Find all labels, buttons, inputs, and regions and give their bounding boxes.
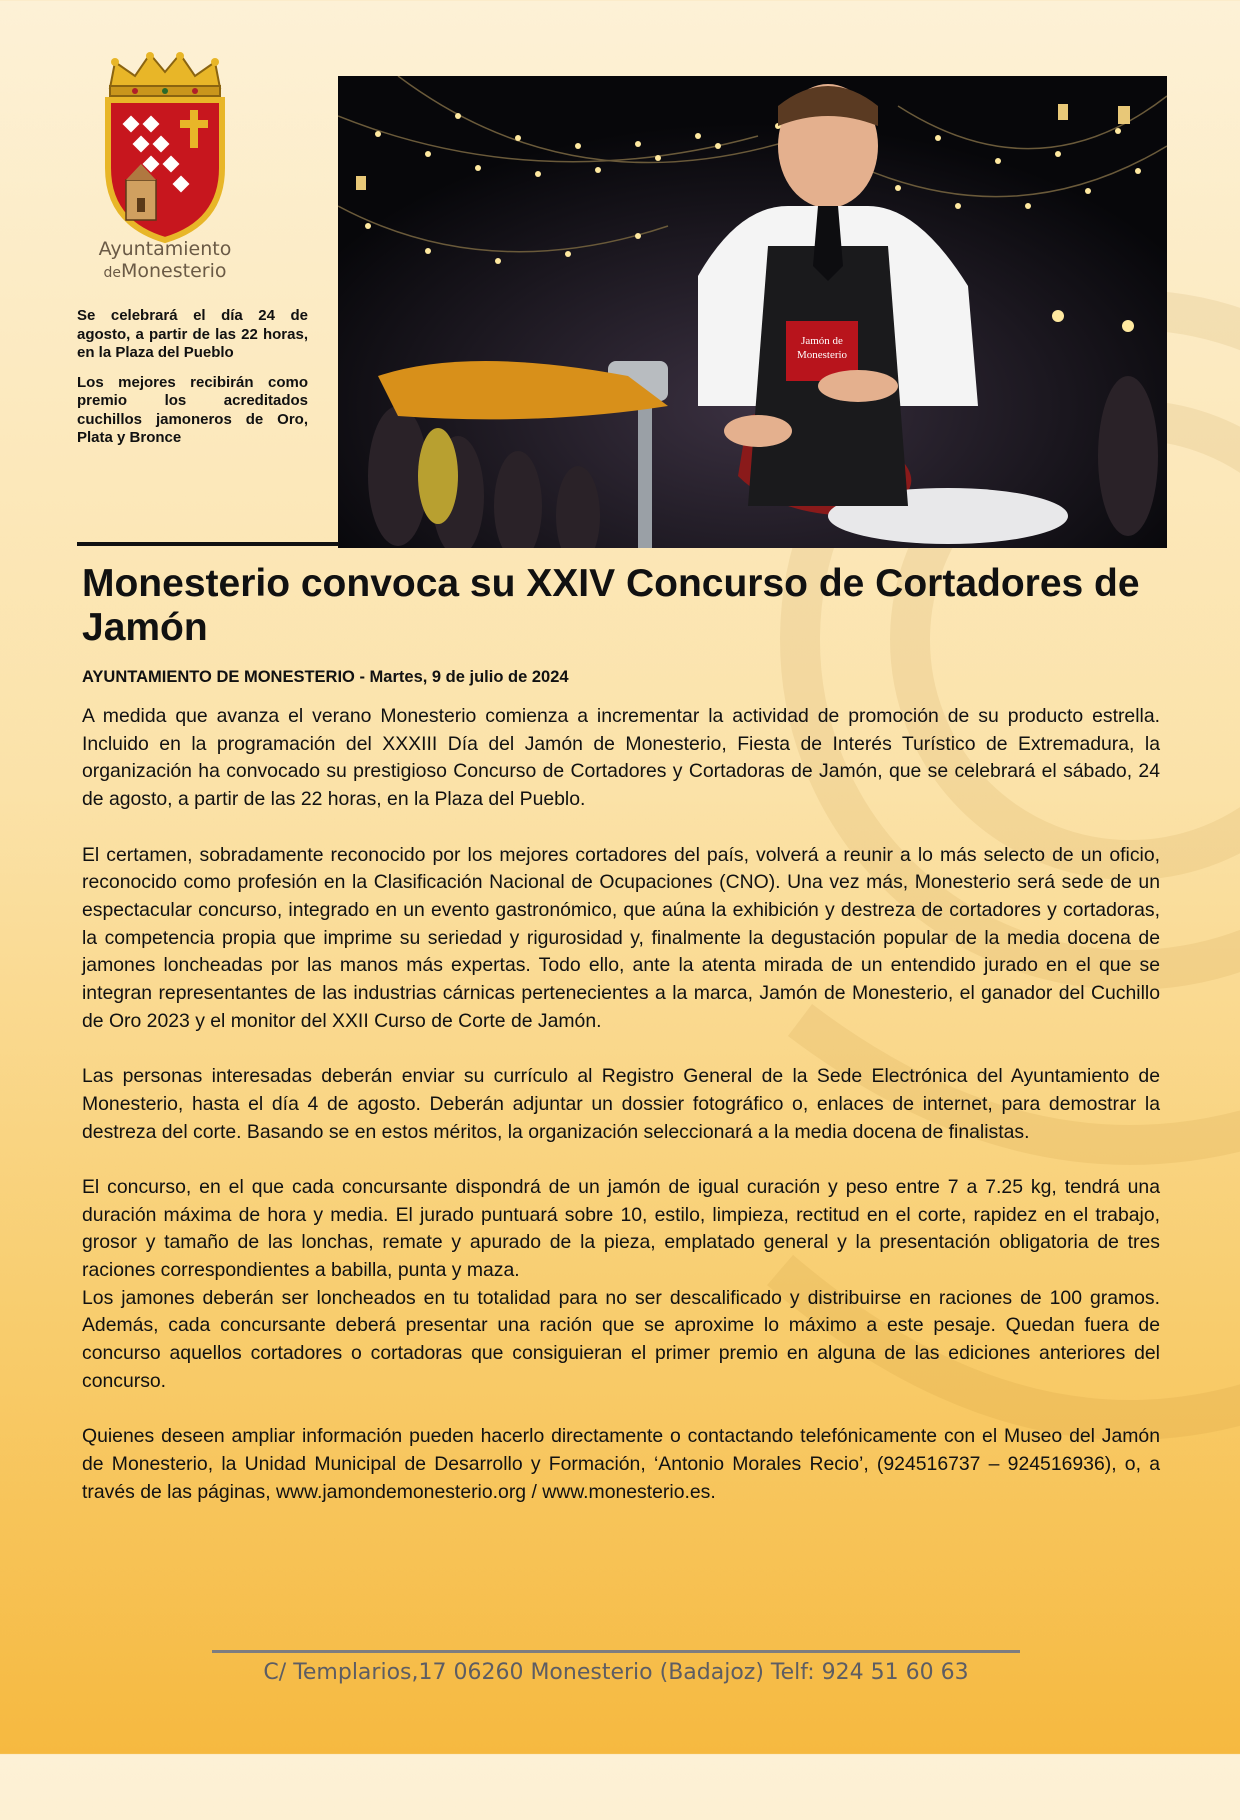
footer-address: C/ Templarios,17 06260 Monesterio (Badajoz) Telf: 924 51 60 63 xyxy=(263,1660,969,1685)
article-byline: AYUNTAMIENTO DE MONESTERIO - Martes, 9 de julio de 2024 xyxy=(82,668,569,686)
logo-line-2 xyxy=(80,260,250,284)
logo-de: de xyxy=(103,265,121,281)
paragraph: Los jamones deberán ser loncheados en tu totalidad para no ser descalificado y distribuirse en raciones de 100 gramos. Además, cada concursante deberá presentar una ración que se aproxime lo máximo a este pesaje. Quedan fuera de concurso aquellos cortadores o cortadoras que consiguieran el primer premio en alguna de las ediciones anteriores del concurso. xyxy=(82,1286,1160,1392)
paragraph: Quienes deseen ampliar información pueden hacerlo directamente o contactando telefónicamente con el Museo del Jamón de Monesterio, la Unidad Municipal de Desarrollo y Formación, ‘Antonio Morales Recio’, (924516737 – 924516936), o, a través de las páginas, www.jamondemonesterio.org / www.monesterio.es. xyxy=(82,1425,1160,1503)
paragraph: El concurso, en el que cada concursante dispondrá de un jamón de igual curación y peso entre 7 a 7.25 kg, tendrá una duración máxima de hora y media. El jurado puntuará sobre 10, estilo, limpieza, rectitud en el corte, rapidez en el trabajo, grosor y tamaño de las lonchas, remate y apurado de la pieza, emplatado general y la presentación obligatoria de tres raciones correspondientes a babilla, punta y maza. xyxy=(82,1175,1160,1282)
sidebar-note-date: Se celebrará el día 24 de agosto, a partir de las 22 horas, en la Plaza del Pueblo xyxy=(77,307,308,361)
ham-cutter-photo xyxy=(338,76,1167,548)
apron-logo-line-1: Jamón de xyxy=(801,335,843,347)
footer-rule xyxy=(212,1650,1020,1653)
logo-wordmark xyxy=(80,238,250,284)
paragraph: El certamen, sobradamente reconocido por los mejores cortadores del país, volverá a reunir a lo más selecto de un oficio, reconocido como profesión en la Clasificación Nacional de Ocupaciones (CNO). Una vez más, Monesterio será sede de un espectacular concurso, integrado en un evento gastronómico, que aúna la exhibición y destreza de cortadores y cortadoras, la competencia propia que imprime su seriedad y rigurosidad y, finalmente la degustación popular de la media docena de jamones loncheadas por las manos más expertas. Todo ello, ante la atenta mirada de un entendido jurado en el que se integran representantes de las industrias cárnicas pertenecientes a la marca, Jamón de Monesterio, el ganador del Cuchillo de Oro 2023 y el monitor del XXII Curso de Corte de Jamón. xyxy=(82,843,1160,1032)
paragraph: A medida que avanza el verano Monesterio comienza a incrementar la actividad de promoción de su producto estrella. Incluido en la programación del XXXIII Día del Jamón de Monesterio, Fiesta de Interés Turístico de Extremadura, la organización ha convocado su prestigioso Concurso de Cortadores y Cortadoras de Jamón, que se celebrará el sábado, 24 de agosto, a partir de las 22 horas, en la Plaza del Pueblo. xyxy=(82,705,1160,811)
logo-line-1: Ayuntamiento xyxy=(98,238,232,260)
article-title: Monesterio convoca su XXIV Concurso de Cortadores de Jamón xyxy=(82,562,1140,649)
coat-of-arms-logo xyxy=(90,48,240,248)
apron-logo-line-2: Monesterio xyxy=(796,349,848,361)
logo-town: Monesterio xyxy=(120,260,227,282)
sidebar-note-prizes: Los mejores recibirán como premio los acreditados cuchillos jamoneros de Oro, Plata y Bronce xyxy=(77,373,308,446)
sidebar-notes xyxy=(77,307,308,459)
crown-icon xyxy=(110,52,220,96)
header-rule xyxy=(77,542,339,546)
paragraph: Las personas interesadas deberán enviar su currículo al Registro General de la Sede Electrónica del Ayuntamiento de Monesterio, hasta el día 4 de agosto. Deberán adjuntar un dossier fotográfico o, enlaces de internet, para demostrar la destreza del corte. Basando se en estos méritos, la organización seleccionará a la media docena de finalistas. xyxy=(82,1065,1160,1143)
article-body xyxy=(82,703,1160,1534)
